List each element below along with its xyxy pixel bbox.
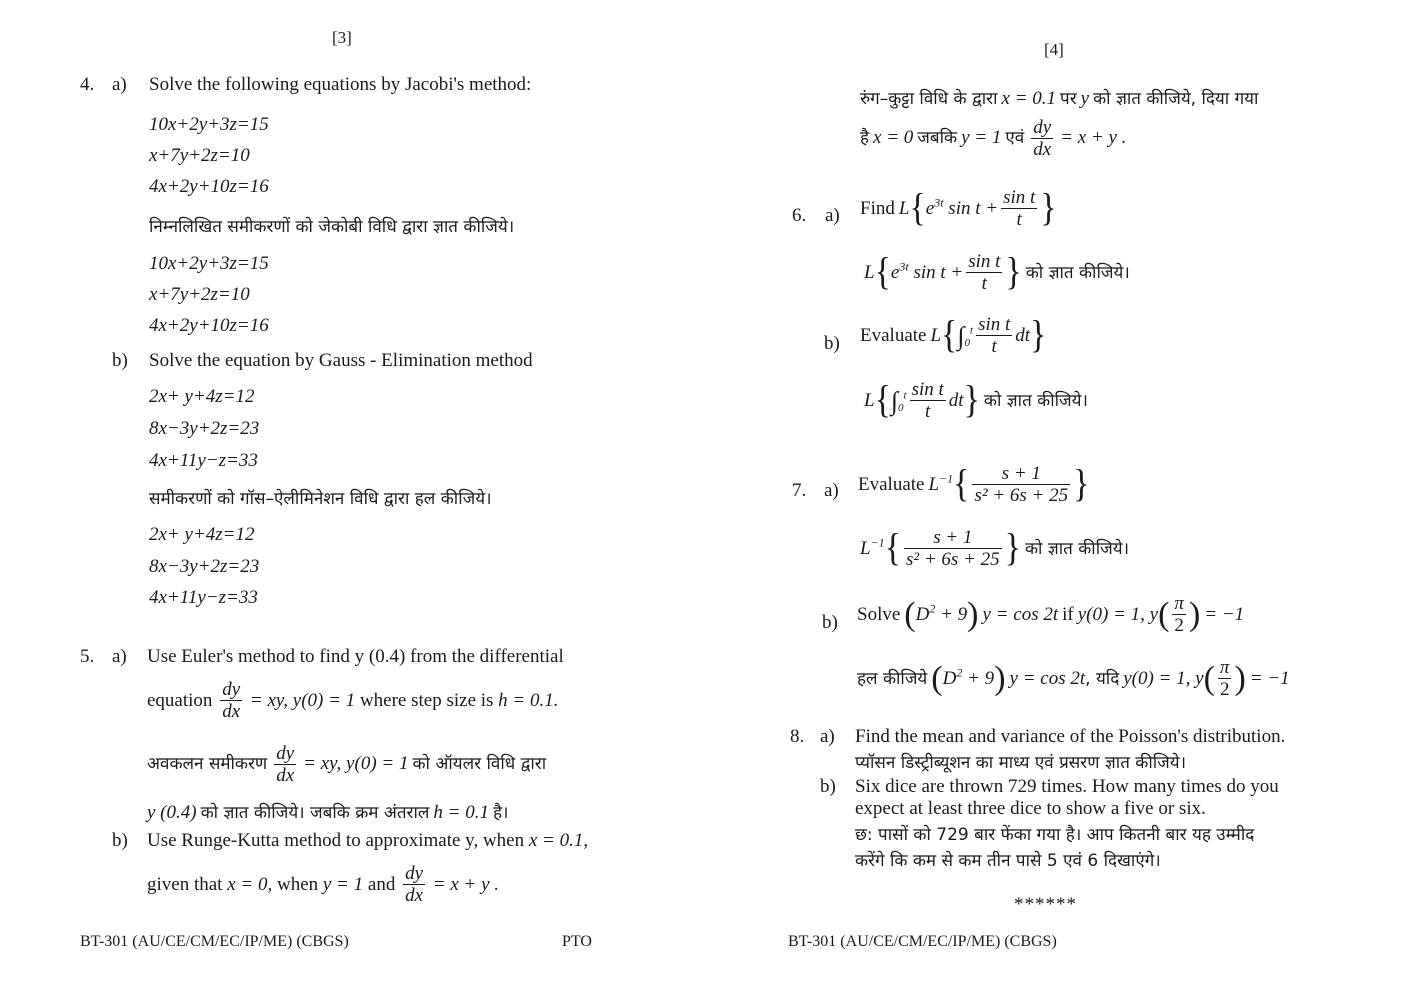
left-brace-icon: { bbox=[874, 251, 891, 295]
equation: x = 0.1, bbox=[528, 830, 589, 851]
equation-line bbox=[147, 680, 559, 723]
equation: y bbox=[1080, 88, 1090, 109]
fraction-numerator: s + 1 bbox=[933, 527, 973, 548]
equation-line: $L\{\int_0^t$ $\frac{\text{sin t}}{t}$ dt} को ज्ञात कीजिये। bbox=[864, 379, 1088, 423]
part-label: a) bbox=[112, 646, 127, 667]
part-label: a) bbox=[820, 726, 835, 747]
end-stars: ****** bbox=[1014, 894, 1077, 915]
equation: y(0) = 1, y bbox=[1077, 603, 1159, 625]
equation-line bbox=[147, 864, 499, 907]
fraction-numerator: dy bbox=[222, 679, 241, 700]
fraction bbox=[1172, 594, 1186, 637]
text: and bbox=[367, 873, 396, 895]
text: Evaluate bbox=[860, 324, 927, 346]
hindi-text: है। bbox=[492, 803, 509, 823]
equation: 4x+2y+10z=16 bbox=[149, 315, 269, 336]
hindi-text: प्यॉसन डिस्ट्रीब्यूशन का माध्य एवं प्रसरण ज्ञात कीजिये। bbox=[855, 753, 1187, 773]
question-text bbox=[147, 830, 588, 852]
question-number: 8. bbox=[790, 726, 805, 747]
fraction-denominator: 2 bbox=[1218, 678, 1232, 701]
hindi-text: हल कीजिये bbox=[857, 668, 928, 689]
equation: 8x−3y+2z=23 bbox=[149, 556, 260, 577]
hindi-text: , यदि bbox=[1085, 668, 1120, 689]
hindi-equation-line: हल कीजिये $(D^2 + 9) y = \cos 2t$, यदि y(0) = 1, y( $\frac{\pi}{2}$ ) = −1 bbox=[857, 657, 1290, 700]
hindi-equation-line bbox=[860, 118, 1126, 161]
text: Evaluate bbox=[858, 473, 925, 495]
integral-icon: ∫ bbox=[890, 386, 899, 416]
hindi-line bbox=[147, 800, 508, 824]
equation: 4x+11y−z=33 bbox=[149, 587, 258, 608]
hindi-line bbox=[860, 86, 1258, 110]
hindi-text: जबकि bbox=[917, 128, 958, 149]
right-brace-icon: } bbox=[1030, 314, 1047, 358]
fraction-numerator: dy bbox=[276, 743, 295, 764]
fraction-denominator: s² + 6s + 25 bbox=[974, 484, 1069, 506]
equation: x = 0 bbox=[873, 127, 914, 149]
right-brace-icon: } bbox=[1005, 251, 1022, 295]
fraction bbox=[220, 680, 242, 723]
text: Solve bbox=[857, 603, 901, 625]
hindi-equation-line bbox=[147, 744, 546, 787]
equation: 10x+2y+3z=15 bbox=[149, 253, 269, 274]
equation: 4x+2y+10z=16 bbox=[149, 176, 269, 197]
equation: = x + y . bbox=[432, 873, 500, 895]
equation: y(0) = 1, y bbox=[1123, 667, 1204, 689]
hindi-text: छ: पासों को 729 बार फेंका गया है। आप कितनी बार यह उम्मीद bbox=[855, 825, 1255, 845]
part-label: b) bbox=[820, 776, 836, 797]
equation: y = cos 2t bbox=[1009, 667, 1086, 689]
fraction bbox=[972, 464, 1070, 507]
footer-code: BT-301 (AU/CE/CM/EC/IP/ME) (CBGS) bbox=[788, 933, 1057, 950]
fraction-denominator: s² + 6s + 25 bbox=[906, 548, 1000, 570]
right-page bbox=[702, 0, 1404, 992]
equation: x+7y+2z=10 bbox=[149, 284, 250, 305]
equation-line: Evaluate $L\{\int_0^t$ $\frac{\text{sin t}}{t}$ dt} bbox=[860, 314, 1047, 358]
equation: = xy, y(0) = 1 bbox=[249, 689, 356, 711]
hindi-text: समीकरणों को गॉस–ऐलीमिनेशन विधि द्वारा हल कीजिये। bbox=[149, 489, 492, 509]
fraction-denominator: dx bbox=[276, 764, 295, 786]
fraction: $\frac{\text{sin t}}{t}$ bbox=[1003, 187, 1036, 230]
fraction-numerator: π bbox=[1174, 593, 1184, 614]
equation: y (0.4) bbox=[147, 802, 197, 823]
equation-line: Find $L\{e^{3t}$ sin t + $\frac{\text{sin t}}{t}$ } bbox=[860, 187, 1057, 231]
equation: 8x−3y+2z=23 bbox=[149, 418, 260, 439]
equation: 4x+11y−z=33 bbox=[149, 450, 258, 471]
hindi-text: है bbox=[860, 128, 870, 149]
question-text: Solve the equation by Gauss - Elimination method bbox=[149, 350, 533, 371]
fraction-numerator: dy bbox=[1033, 117, 1052, 138]
question-number: 4. bbox=[80, 74, 95, 95]
fraction: $\frac{\text{sin t}}{t}$ bbox=[968, 251, 1001, 294]
fraction-numerator: s + 1 bbox=[1001, 463, 1041, 484]
question-number: 7. bbox=[792, 480, 807, 501]
part-label: a) bbox=[825, 205, 840, 226]
equation-line: $L^{-1}${ $\frac{s + 1}{\text{s² + 6s + 25}}$ } को ज्ञात कीजिये। bbox=[860, 527, 1130, 571]
text: if bbox=[1062, 603, 1074, 625]
equation: y = 1 bbox=[322, 873, 364, 895]
hindi-text: को ज्ञात कीजिये। जबकि क्रम अंतराल bbox=[200, 803, 430, 823]
part-label: a) bbox=[824, 480, 839, 501]
equation: x+7y+2z=10 bbox=[149, 145, 250, 166]
fraction-denominator: 2 bbox=[1172, 614, 1186, 637]
equation: x = 0.1 bbox=[1001, 88, 1057, 109]
question-text: Find the mean and variance of the Poisson's distribution. bbox=[855, 726, 1286, 747]
left-brace-icon: { bbox=[909, 187, 926, 231]
fraction bbox=[904, 528, 1002, 571]
hindi-text: करेंगे कि कम से कम तीन पासे 5 एवं 6 दिखाएंगे। bbox=[855, 851, 1161, 871]
equation: h = 0.1 bbox=[433, 802, 489, 823]
hindi-text: निम्नलिखित समीकरणों को जेकोबी विधि द्वारा ज्ञात कीजिये। bbox=[149, 217, 515, 237]
text: given that bbox=[147, 873, 223, 895]
equation-line: Solve $(D^2 + 9) y = \cos 2t$ if y(0) = 1, y( $\frac{\pi}{2}$ ) = −1 bbox=[857, 593, 1245, 636]
hindi-text: को ज्ञात कीजिये। bbox=[1025, 262, 1130, 283]
question-number: 5. bbox=[80, 646, 95, 667]
part-label: b) bbox=[112, 830, 128, 851]
hindi-text: को ऑयलर विधि द्वारा bbox=[412, 754, 547, 775]
hindi-text: को ज्ञात कीजिये। bbox=[1024, 538, 1130, 559]
footer-pto: PTO bbox=[562, 933, 592, 950]
equation: y = cos 2t bbox=[982, 603, 1059, 625]
equation: y = 1 bbox=[961, 127, 1002, 149]
fraction bbox=[1031, 118, 1053, 161]
hindi-text: को ज्ञात कीजिये, दिया गया bbox=[1093, 89, 1259, 109]
question-text: expect at least three dice to show a five or six. bbox=[855, 798, 1206, 819]
fraction: $\frac{\text{sin t}}{t}$ bbox=[978, 314, 1011, 357]
left-brace-icon: { bbox=[941, 314, 958, 358]
hindi-text: एवं bbox=[1005, 128, 1025, 149]
left-brace-icon: { bbox=[953, 463, 970, 507]
fraction-denominator: dx bbox=[1033, 138, 1052, 160]
question-text: Use Euler's method to find y (0.4) from the differential bbox=[147, 646, 564, 667]
text: Find bbox=[860, 197, 895, 219]
equation: 2x+ y+4z=12 bbox=[149, 524, 255, 545]
footer-code: BT-301 (AU/CE/CM/EC/IP/ME) (CBGS) bbox=[80, 933, 349, 950]
equation: = xy, y(0) = 1 bbox=[303, 753, 409, 775]
fraction bbox=[403, 864, 425, 907]
fraction bbox=[1218, 658, 1232, 701]
equation-line: $L\{e^{3t}$ sin t + $\frac{\text{sin t}}{t}$ } को ज्ञात कीजिये। bbox=[864, 251, 1130, 295]
part-label: b) bbox=[822, 612, 838, 633]
equation: x = 0, bbox=[227, 873, 273, 895]
left-brace-icon: { bbox=[874, 379, 891, 423]
fraction bbox=[274, 744, 296, 787]
question-text: Six dice are thrown 729 times. How many times do you bbox=[855, 776, 1279, 797]
fraction: $\frac{\text{sin t}}{t}$ bbox=[911, 379, 944, 422]
right-brace-icon: } bbox=[1004, 527, 1021, 571]
equation: = −1 bbox=[1204, 603, 1245, 625]
left-brace-icon: { bbox=[884, 527, 902, 571]
equation: = x + y . bbox=[1060, 127, 1127, 149]
fraction-numerator: dy bbox=[405, 863, 424, 884]
page-number: [3] bbox=[332, 28, 352, 47]
question-text: Solve the following equations by Jacobi's method: bbox=[149, 74, 532, 95]
text: Use Runge-Kutta method to approximate y, when bbox=[147, 830, 525, 851]
part-label: b) bbox=[112, 350, 128, 371]
text: when bbox=[276, 873, 319, 895]
equation: = −1 bbox=[1249, 667, 1290, 689]
page-number: [4] bbox=[1044, 40, 1064, 59]
right-brace-icon: } bbox=[1073, 463, 1090, 507]
fraction-denominator: dx bbox=[222, 700, 241, 722]
hindi-text: पर bbox=[1060, 89, 1077, 109]
text: equation bbox=[147, 689, 213, 711]
text: where step size is bbox=[359, 689, 494, 711]
part-label: a) bbox=[112, 74, 127, 95]
question-number: 6. bbox=[792, 205, 807, 226]
integral-icon: ∫ bbox=[957, 321, 965, 351]
hindi-text: को ज्ञात कीजिये। bbox=[983, 390, 1088, 411]
hindi-text: रुंग–कुट्टा विधि के द्वारा bbox=[860, 89, 998, 109]
equation-line: Evaluate $L^{-1}${ $\frac{s + 1}{\text{s² + 6s + 25}}$ } bbox=[858, 463, 1090, 507]
equation: 10x+2y+3z=15 bbox=[149, 114, 269, 135]
hindi-text: अवकलन समीकरण bbox=[147, 754, 268, 775]
equation: h = 0.1. bbox=[498, 689, 559, 711]
fraction-numerator: π bbox=[1219, 657, 1230, 678]
equation: 2x+ y+4z=12 bbox=[149, 386, 255, 407]
right-brace-icon: } bbox=[1040, 187, 1057, 231]
fraction-denominator: dx bbox=[405, 884, 424, 906]
right-brace-icon: } bbox=[963, 379, 980, 423]
part-label: b) bbox=[824, 333, 840, 354]
